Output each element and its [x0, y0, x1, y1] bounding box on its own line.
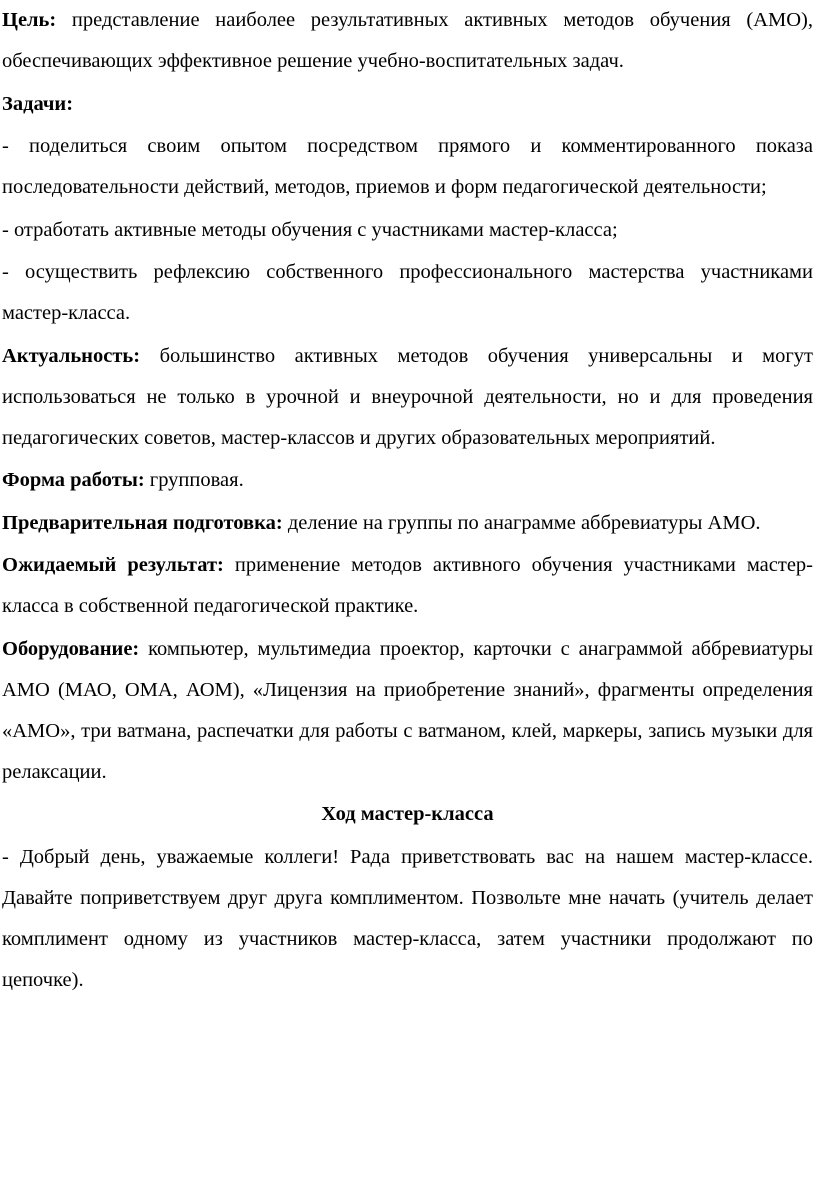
- equipment-label: Оборудование:: [2, 637, 140, 660]
- work-form-label: Форма работы:: [2, 469, 145, 491]
- relevance-label: Актуальность:: [2, 344, 141, 367]
- equipment-paragraph: [2, 629, 813, 793]
- tasks-label: Задачи:: [2, 92, 74, 115]
- expected-result-text: применение методов активного обучения участниками мастер-класса в собственной педагогической практике.: [2, 554, 813, 617]
- equipment-text: компьютер, мультимедиа проектор, карточки с анаграммой аббревиатуры АМО (МАО, ОМА, АОМ), «Лицензия на приобретение знаний», фрагменты определения «АМО», три ватмана, распечатки для работы с ватманом, клей, маркеры, запись музыки для релаксации.: [2, 637, 814, 783]
- goal-text: представление наиболее результативных активных методов обучения (АМО), обеспечивающих эффективное решение учебно-воспитательных задач.: [2, 9, 814, 72]
- section-heading: Ход мастер-класса: [321, 803, 494, 825]
- goal-label: Цель:: [2, 9, 57, 31]
- task-item-3: - осуществить рефлексию собственного профессионального мастерства участниками мастер-класса.: [2, 261, 813, 324]
- goal-paragraph: [2, 0, 813, 82]
- task-item-1: - поделиться своим опытом посредством прямого и комментированного показа последовательности действий, методов, приемов и форм педагогической деятельности;: [2, 135, 813, 198]
- tasks-heading: [2, 84, 813, 125]
- relevance-paragraph: [2, 336, 813, 459]
- expected-result-paragraph: [2, 545, 813, 627]
- work-form-text: групповая.: [149, 469, 244, 491]
- relevance-text: большинство активных методов обучения универсальны и могут использоваться не только в урочной и внеурочной деятельности, но и для проведения педагогических советов, мастер-классов и других образовательных мероприятий.: [2, 344, 813, 449]
- greeting-paragraph: - Добрый день, уважаемые коллеги! Рада приветствовать вас на нашем мастер-классе. Давайте поприветствуем друг друга комплиментом. Позвольте мне начать (учитель делает комплимент одному из участников мастер-класса, затем участники продолжают по цепочке).: [2, 845, 813, 991]
- preparation-label: Предварительная подготовка:: [2, 511, 283, 534]
- task-item-2: - отработать активные методы обучения с участниками мастер-класса;: [2, 218, 618, 241]
- preparation-text: деление на группы по анаграмме аббревиатуры АМО.: [287, 511, 761, 534]
- expected-result-label: Ожидаемый результат:: [2, 554, 224, 576]
- preparation-paragraph: [2, 503, 813, 544]
- work-form-paragraph: [2, 460, 813, 501]
